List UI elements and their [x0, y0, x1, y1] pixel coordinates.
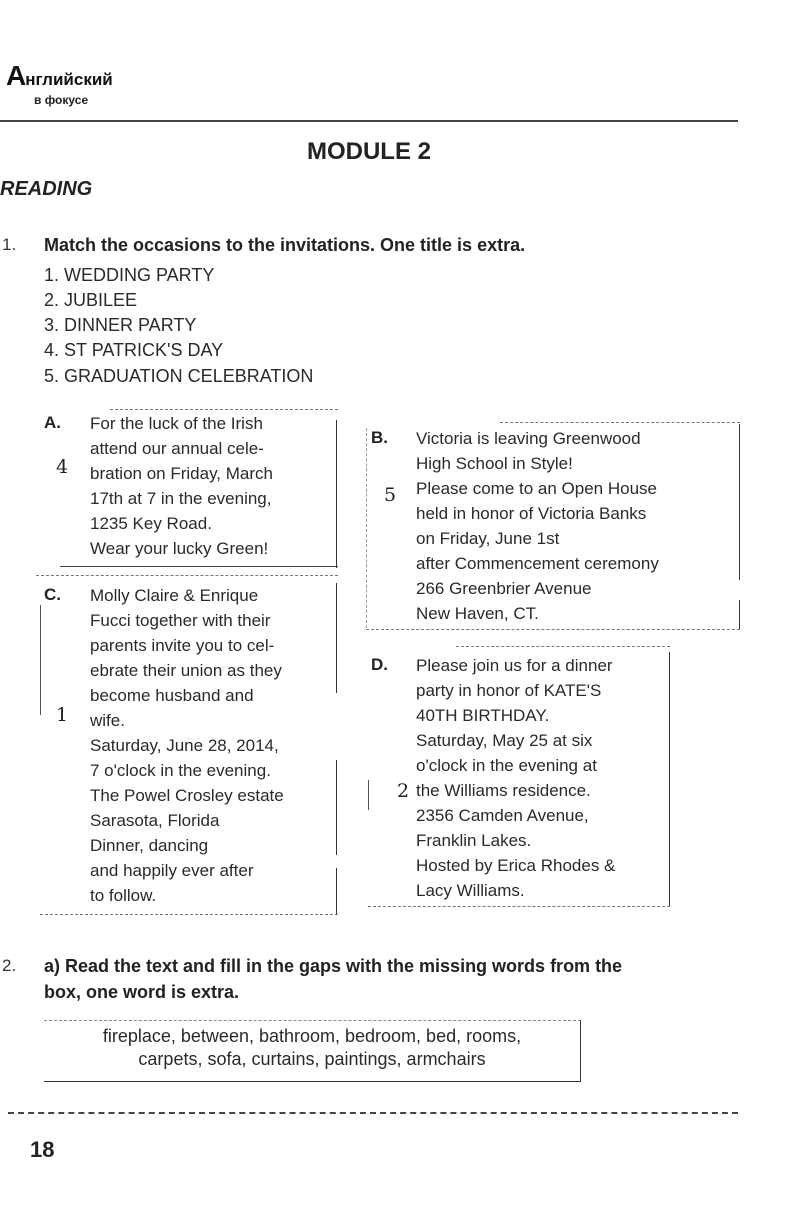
card-a-text — [90, 411, 273, 561]
word-box-line: fireplace, between, bathroom, bedroom, bed, rooms, — [102, 1026, 522, 1046]
card-line: Victoria is leaving Greenwood — [416, 429, 641, 448]
card-line: Dinner, dancing — [90, 836, 209, 855]
card-c-left-rule — [40, 605, 41, 715]
footer-rule — [8, 1112, 738, 1114]
card-c-text — [90, 583, 284, 908]
logo-title-initial: А — [6, 60, 26, 91]
card-b-border-lower — [739, 600, 740, 630]
card-line: Hosted by Erica Rhodes & — [416, 856, 616, 875]
module-title: MODULE 2 — [306, 138, 431, 165]
card-b-bottom-rule — [366, 629, 740, 630]
card-line: bration on Friday, March — [90, 464, 273, 483]
card-line: to follow. — [90, 886, 157, 905]
card-line: ebrate their union as they — [90, 661, 282, 680]
card-b-border — [739, 424, 740, 580]
card-line: 1235 Key Road. — [90, 514, 212, 533]
logo-subtitle: в фокусе — [34, 93, 89, 107]
card-line: Please join us for a dinner — [416, 656, 613, 675]
card-line: attend our annual cele- — [90, 439, 264, 458]
task2-instruction-line2: box, one word is extra. — [44, 982, 240, 1002]
card-line: 17th at 7 in the evening, — [90, 489, 272, 508]
task2-instruction-line1: a) Read the text and fill in the gaps with the missing words from the — [44, 956, 623, 976]
card-line: 7 o'clock in the evening. — [90, 761, 271, 780]
card-b-left-rule — [366, 428, 367, 628]
card-line: Saturday, May 25 at six — [416, 731, 593, 750]
card-c-bottom-rule — [40, 914, 338, 915]
card-a-letter: A. — [44, 413, 61, 432]
card-a-bottom-rule — [60, 566, 338, 567]
card-line: The Powel Crosley estate — [90, 786, 284, 805]
section-title: READING — [0, 178, 93, 200]
header-rule — [0, 120, 738, 122]
card-line: Sarasota, Florida — [90, 811, 220, 830]
card-a-top-rule — [110, 409, 338, 410]
option-item: 5. GRADUATION CELEBRATION — [44, 366, 314, 386]
card-d-top-rule — [456, 646, 670, 647]
card-d-border — [669, 652, 670, 906]
card-b-top-rule — [500, 422, 740, 423]
card-line: 40TH BIRTHDAY. — [416, 706, 550, 725]
card-line: Wear your lucky Green! — [90, 539, 269, 558]
card-line: wife. — [90, 711, 125, 730]
card-line: become husband and — [90, 686, 254, 705]
card-a-border — [336, 420, 337, 568]
card-d-bottom-rule — [368, 906, 670, 907]
word-box-line: carpets, sofa, curtains, paintings, armchairs — [138, 1049, 486, 1069]
logo-title-rest: нглийский — [25, 70, 113, 89]
task1-number: 1. — [2, 235, 17, 254]
card-b-letter: B. — [371, 428, 388, 447]
card-b-answer: 5 — [384, 484, 397, 506]
card-line: Please come to an Open House — [416, 479, 657, 498]
card-d-text — [416, 653, 615, 903]
card-line: Molly Claire & Enrique — [90, 586, 259, 605]
card-line: New Haven, CT. — [416, 604, 539, 623]
logo — [6, 60, 113, 107]
card-c-border-lower — [336, 760, 337, 855]
card-line: For the luck of the Irish — [90, 414, 263, 433]
card-c-border — [336, 583, 337, 693]
card-line: 2356 Camden Avenue, — [416, 806, 589, 825]
card-b-text — [416, 426, 659, 626]
task2-number: 2. — [2, 956, 17, 975]
card-line: Lacy Williams. — [416, 881, 525, 900]
logo-title — [6, 60, 113, 92]
card-d-letter: D. — [371, 655, 388, 674]
card-line: Franklin Lakes. — [416, 831, 532, 850]
word-box — [44, 1020, 581, 1082]
card-a-answer: 4 — [56, 456, 69, 478]
card-line: High School in Style! — [416, 454, 573, 473]
card-d-answer: 2 — [397, 780, 410, 802]
card-c-top-rule — [36, 575, 338, 576]
page-number: 18 — [30, 1137, 55, 1162]
card-line: on Friday, June 1st — [416, 529, 560, 548]
option-item: 1. WEDDING PARTY — [44, 265, 215, 285]
card-line: parents invite you to cel- — [90, 636, 275, 655]
card-line: and happily ever after — [90, 861, 254, 880]
option-item: 4. ST PATRICK'S DAY — [44, 340, 224, 360]
card-c-letter: C. — [44, 585, 61, 604]
card-d-left-rule — [368, 780, 369, 810]
option-item: 3. DINNER PARTY — [44, 315, 197, 335]
card-line: the Williams residence. — [416, 781, 591, 800]
card-line: party in honor of KATE'S — [416, 681, 602, 700]
card-line: 266 Greenbrier Avenue — [416, 579, 592, 598]
task1-instruction: Match the occasions to the invitations. One title is extra. — [44, 235, 526, 255]
option-item: 2. JUBILEE — [44, 290, 138, 310]
card-c-answer: 1 — [56, 704, 69, 726]
card-c-border-bottom — [336, 868, 337, 914]
card-line: held in honor of Victoria Banks — [416, 504, 647, 523]
card-line: Saturday, June 28, 2014, — [90, 736, 279, 755]
card-line: Fucci together with their — [90, 611, 271, 630]
card-line: after Commencement ceremony — [416, 554, 659, 573]
card-line: o'clock in the evening at — [416, 756, 597, 775]
